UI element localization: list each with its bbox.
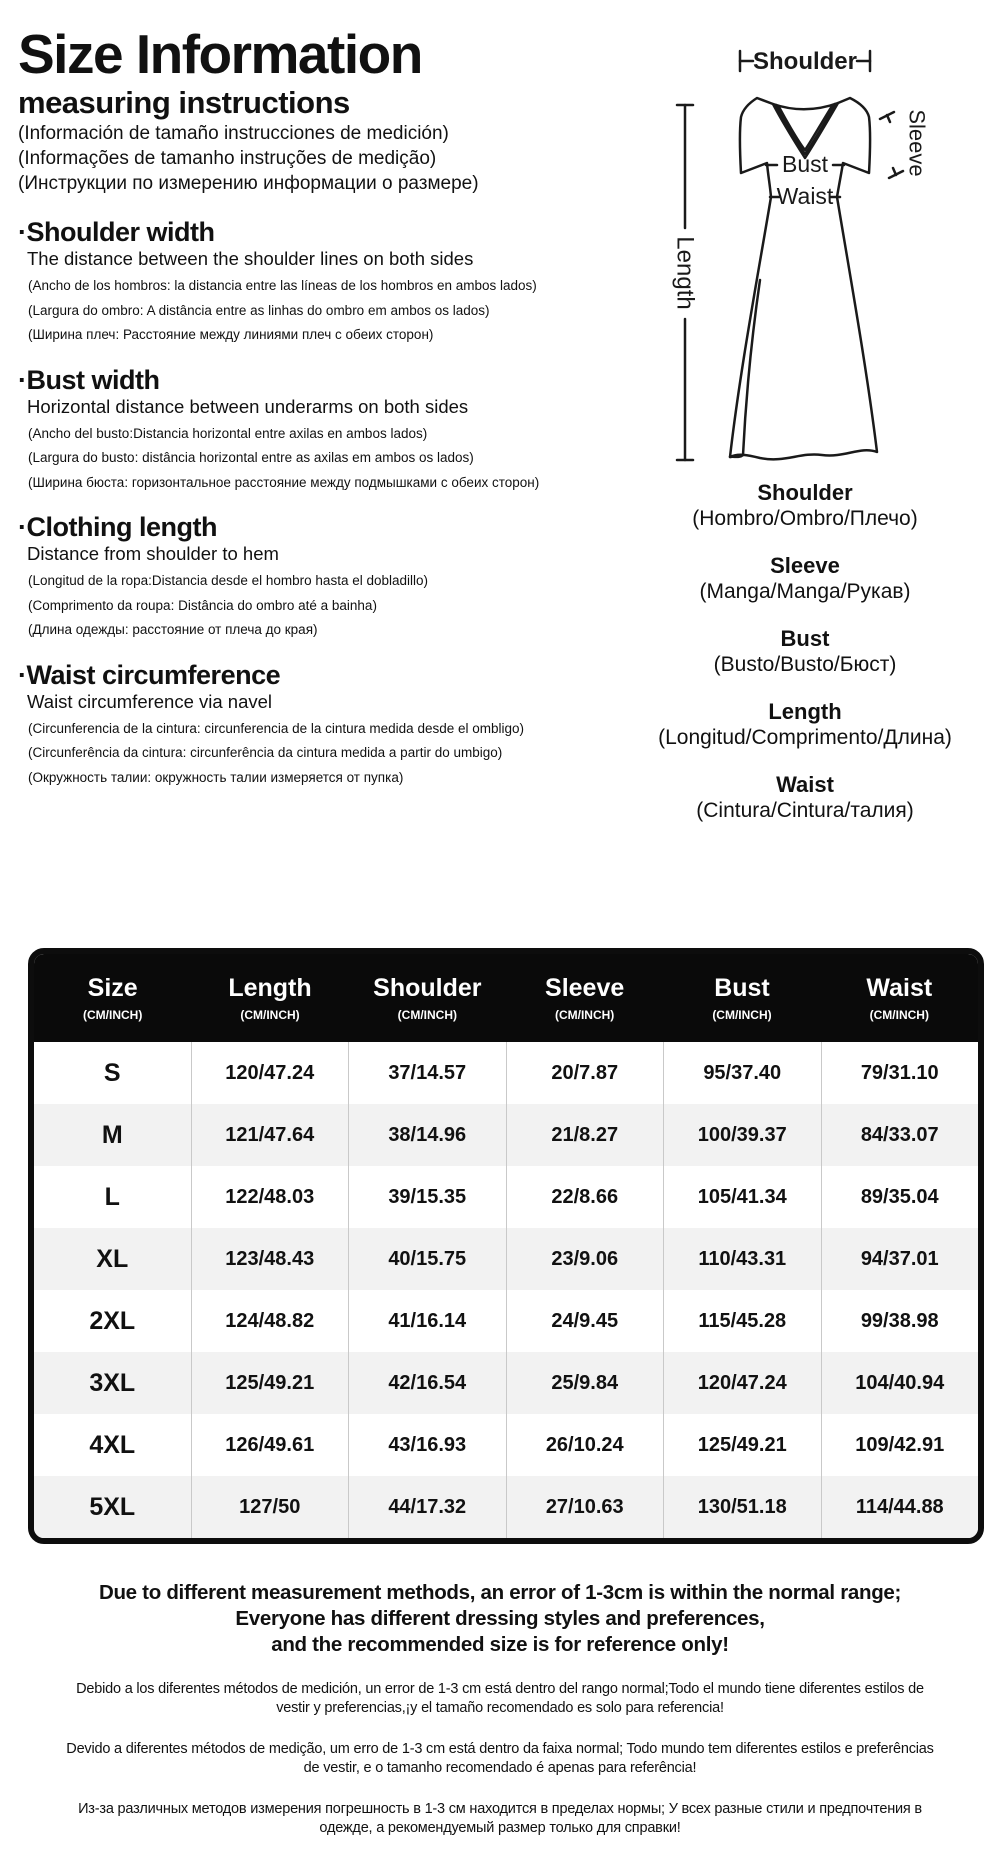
diagram-sleeve-label: Sleeve [904, 109, 930, 177]
diagram-length-label: Length [671, 236, 699, 310]
disclaimer-line-2: Everyone has different dressing styles and preferences, [235, 1607, 765, 1630]
section-description: Horizontal distance between underarms on both sides [27, 395, 469, 417]
legend-term: Bust [780, 626, 830, 651]
shoulder-cell: 43/16.93 [348, 1414, 506, 1476]
bust-cell: 130/51.18 [663, 1476, 821, 1538]
table-row-4xl [34, 1414, 978, 1476]
section-heading-text: Bust width [26, 364, 160, 395]
column-header-size [34, 974, 191, 1022]
section-translation-es: (Circunferencia de la cintura: circunferencia de la cintura medida desde el ombligo) [28, 720, 525, 736]
sleeve-cell: 26/10.24 [506, 1414, 664, 1476]
section-clothing-length [18, 512, 550, 639]
shoulder-cell: 40/15.75 [348, 1228, 506, 1290]
section-translation-pt: (Largura do ombro: A distância entre as linhas do ombro em ambos os lados) [28, 302, 490, 318]
collar-back-line [773, 103, 838, 109]
table-row-s [34, 1042, 978, 1104]
subtitle-translation-pt: (Informações de tamanho instruções de medição) [18, 148, 437, 170]
waist-cell: 109/42.91 [821, 1414, 979, 1476]
table-row-l [34, 1166, 978, 1228]
sleeve-cell: 24/9.45 [506, 1290, 664, 1352]
size-chart-table [28, 948, 984, 1544]
legend-term: Waist [776, 772, 834, 797]
bust-cell: 95/37.40 [663, 1042, 821, 1104]
sleeve-bottom-stem [893, 168, 896, 175]
table-row-3xl [34, 1352, 978, 1414]
column-label: Size [87, 974, 138, 1002]
legend-translations: (Busto/Busto/Бюст) [713, 653, 897, 676]
bust-cell: 115/45.28 [663, 1290, 821, 1352]
bust-cell: 120/47.24 [663, 1352, 821, 1414]
bullet: · [18, 512, 27, 543]
sleeve-cell: 23/9.06 [506, 1228, 664, 1290]
waist-cell: 79/31.10 [821, 1042, 979, 1104]
section-translation-pt: (Largura do busto: distância horizontal entre as axilas em ambos os lados) [28, 450, 474, 466]
collar-inner-line [776, 104, 835, 154]
bust-cell: 100/39.37 [663, 1104, 821, 1166]
bullet: · [18, 659, 27, 690]
section-description: The distance between the shoulder lines on both sides [27, 248, 474, 270]
table-row-m [34, 1104, 978, 1166]
size-cell: S [103, 1058, 121, 1087]
length-cell: 120/47.24 [191, 1042, 349, 1104]
section-translation-pt: (Comprimento da roupa: Distância do ombro até a bainha) [28, 597, 377, 613]
column-header-waist [821, 974, 978, 1022]
section-heading-text: Waist circumference [26, 659, 281, 690]
section-heading [18, 660, 550, 691]
length-cell: 124/48.82 [191, 1290, 349, 1352]
column-label: Bust [714, 974, 770, 1002]
size-cell: 4XL [89, 1430, 136, 1459]
page-subtitle: measuring instructions [18, 85, 350, 121]
shoulder-cell: 37/14.57 [348, 1042, 506, 1104]
disclaimer [0, 1580, 1000, 1838]
bullet: · [18, 217, 27, 248]
legend-item-waist [600, 772, 1000, 824]
legend-item-bust [600, 626, 1000, 678]
measurement-legend [600, 480, 1000, 845]
shoulder-cell: 39/15.35 [348, 1166, 506, 1228]
column-header-length [191, 974, 348, 1022]
table-row-2xl [34, 1290, 978, 1352]
bust-cell: 125/49.21 [663, 1414, 821, 1476]
length-cell: 123/48.43 [191, 1228, 349, 1290]
section-description: Distance from shoulder to hem [27, 543, 279, 565]
length-cell: 121/47.64 [191, 1104, 349, 1166]
section-translation-pt: (Circunferência da cintura: circunferência da cintura medida a partir do umbigo) [28, 745, 503, 761]
waist-cell: 114/44.88 [821, 1476, 979, 1538]
shoulder-cell: 38/14.96 [348, 1104, 506, 1166]
column-label: Sleeve [545, 974, 625, 1002]
section-translation-ru: (Окружность талии: окружность талии измеряется от пупка) [28, 769, 404, 785]
dress-diagram [550, 25, 1000, 480]
legend-translations: (Longitud/Comprimento/Длина) [658, 726, 952, 749]
size-cell: L [104, 1182, 120, 1211]
legend-item-shoulder [600, 480, 1000, 532]
legend-term: Shoulder [757, 480, 853, 505]
size-cell: 5XL [89, 1492, 136, 1521]
bust-cell: 110/43.31 [663, 1228, 821, 1290]
section-heading [18, 365, 550, 396]
column-label: Shoulder [373, 974, 482, 1002]
section-translation-es: (Ancho de los hombros: la distancia entre las líneas de los hombros en ambos lados) [28, 278, 537, 294]
page-title: Size Information [18, 23, 422, 85]
legend-term: Length [768, 699, 842, 724]
diagram-bust-label: Bust [781, 151, 829, 177]
subtitle-translation-ru: (Инструкции по измерению информации о размере) [18, 173, 479, 195]
disclaimer-translation-ru: Из-за различных методов измерения погрешность в 1-3 см находится в пределах нормы; У всех разные стили и предпочтения в одежде, а рекомендуемый размер только для справки! [78, 1801, 922, 1836]
column-unit: (CM/INCH) [712, 1008, 772, 1022]
column-header-sleeve [506, 974, 663, 1022]
section-shoulder-width [18, 217, 550, 344]
sleeve-cell: 22/8.66 [506, 1166, 664, 1228]
disclaimer-line-3: and the recommended size is for reference only! [271, 1633, 729, 1656]
waist-cell: 99/38.98 [821, 1290, 979, 1352]
section-translation-es: (Longitud de la ropa:Distancia desde el hombro hasta el dobladillo) [28, 573, 429, 589]
sleeve-cell: 25/9.84 [506, 1352, 664, 1414]
section-heading-text: Shoulder width [26, 217, 215, 248]
shoulder-cell: 41/16.14 [348, 1290, 506, 1352]
size-cell: 3XL [89, 1368, 136, 1397]
legend-item-length [600, 699, 1000, 751]
length-cell: 125/49.21 [191, 1352, 349, 1414]
sleeve-cell: 20/7.87 [506, 1042, 664, 1104]
section-heading [18, 217, 550, 248]
column-unit: (CM/INCH) [397, 1008, 457, 1022]
size-cell: M [101, 1120, 123, 1149]
bullet: · [18, 364, 27, 395]
bust-cell: 105/41.34 [663, 1166, 821, 1228]
section-translation-es: (Ancho del busto:Distancia horizontal entre axilas en ambos lados) [28, 425, 428, 441]
diagram-waist-label: Waist [776, 183, 834, 209]
section-waist-circumference [18, 660, 550, 787]
shoulder-cell: 42/16.54 [348, 1352, 506, 1414]
sleeve-cell: 27/10.63 [506, 1476, 664, 1538]
table-row-xl [34, 1228, 978, 1290]
waist-cell: 84/33.07 [821, 1104, 979, 1166]
legend-item-sleeve [600, 553, 1000, 605]
section-heading-text: Clothing length [26, 512, 217, 543]
section-translation-ru: (Ширина бюста: горизонтальное расстояние между подмышками с обеих сторон) [28, 474, 540, 490]
section-heading [18, 512, 550, 543]
disclaimer-translation-pt: Devido a diferentes métodos de medição, um erro de 1-3 cm está dentro da faixa normal; Todo mundo tem diferentes estilos e preferências de vestir, e o tamanho recomendado é apenas para referência! [66, 1741, 934, 1776]
section-bust-width [18, 365, 550, 492]
disclaimer-translation-es: Debido a los diferentes métodos de medición, un error de 1-3 cm está dentro del rango normal;Todo el mundo tiene diferentes estilos de vestir y preferencias,¡y el tamaño recomendado es solo para referencia! [76, 1681, 924, 1716]
section-translation-ru: (Ширина плеч: Расстояние между линиями плеч с обеих сторон) [28, 327, 434, 343]
section-description: Waist circumference via navel [27, 690, 273, 712]
length-cell: 127/50 [191, 1476, 349, 1538]
column-label: Length [228, 974, 312, 1002]
length-cell: 126/49.61 [191, 1414, 349, 1476]
size-cell: XL [96, 1244, 129, 1273]
subtitle-translation-es: (Información de tamaño instrucciones de medición) [18, 123, 449, 145]
measuring-instructions-panel [18, 23, 550, 786]
size-cell: 2XL [89, 1306, 136, 1335]
table-row-5xl [34, 1476, 978, 1538]
column-unit: (CM/INCH) [554, 1008, 615, 1022]
column-unit: (CM/INCH) [240, 1008, 300, 1022]
waist-cell: 89/35.04 [821, 1166, 979, 1228]
sleeve-top-stem [887, 115, 890, 122]
waist-cell: 104/40.94 [821, 1352, 979, 1414]
column-unit: (CM/INCH) [83, 1008, 143, 1022]
waist-cell: 94/37.01 [821, 1228, 979, 1290]
legend-translations: (Cintura/Cintura/талия) [696, 799, 914, 822]
section-translation-ru: (Длина одежды: расстояние от плеча до края) [28, 622, 318, 638]
length-cell: 122/48.03 [191, 1166, 349, 1228]
diagram-shoulder-label: Shoulder [752, 48, 858, 75]
legend-translations: (Hombro/Ombro/Плечо) [692, 507, 918, 530]
sleeve-cell: 21/8.27 [506, 1104, 664, 1166]
shoulder-cell: 44/17.32 [348, 1476, 506, 1538]
column-unit: (CM/INCH) [869, 1008, 929, 1022]
table-header-row [34, 954, 978, 1042]
column-label: Waist [866, 974, 933, 1002]
legend-translations: (Manga/Manga/Рукав) [699, 580, 911, 603]
disclaimer-line-1: Due to different measurement methods, an error of 1-3cm is within the normal range; [98, 1581, 902, 1604]
legend-term: Sleeve [770, 553, 840, 578]
column-header-shoulder [349, 974, 506, 1022]
column-header-bust [663, 974, 820, 1022]
